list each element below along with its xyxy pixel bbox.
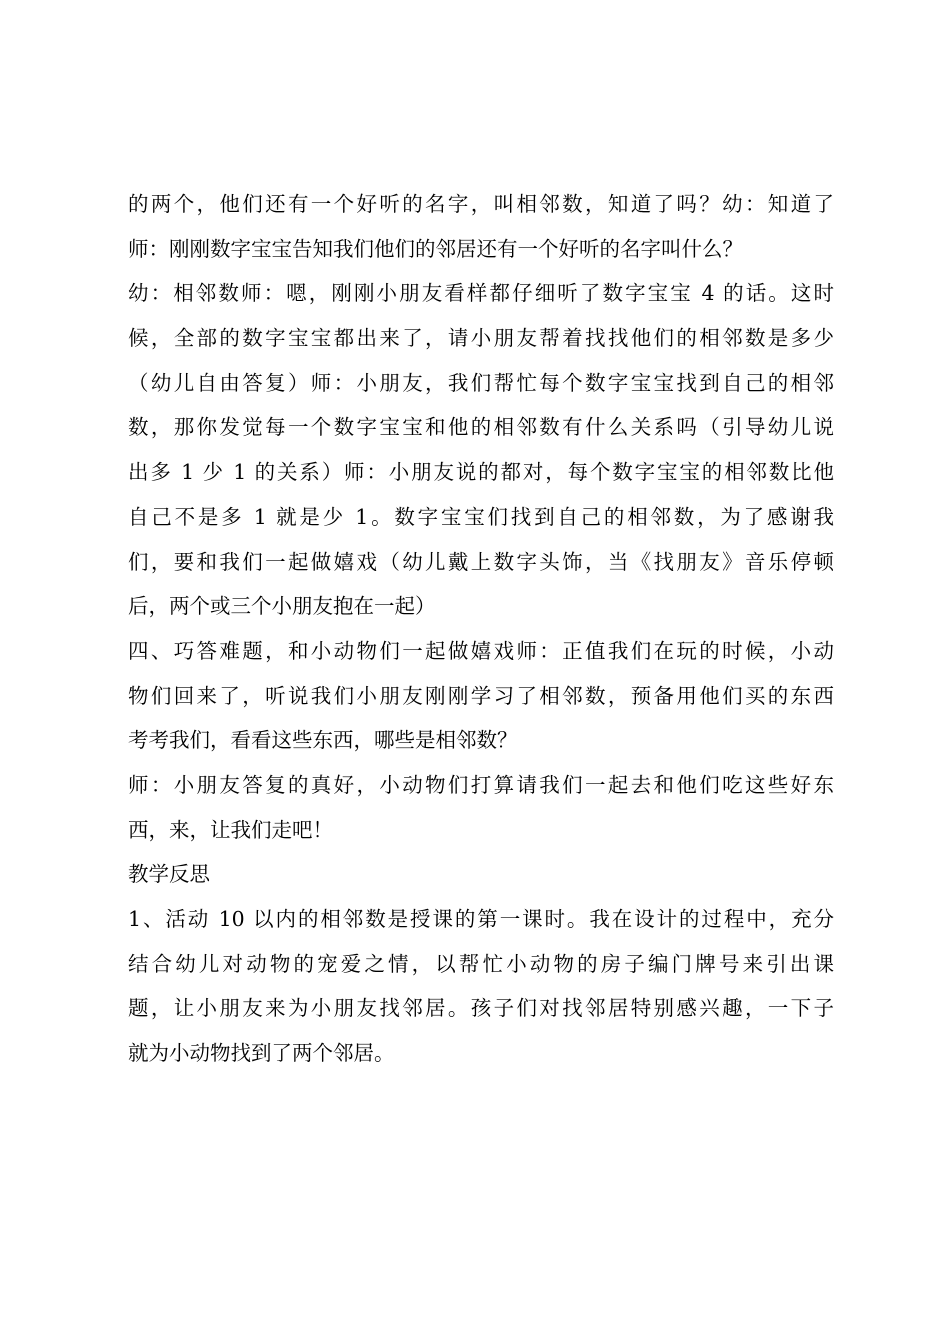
- text-line: 候，全部的数字宝宝都出来了，请小朋友帮着找找他们的相邻数是多少: [128, 326, 834, 351]
- text-line: 自己不是多 1 就是少 1。数字宝宝们找到自己的相邻数，为了感谢我: [128, 504, 834, 529]
- text-line: 师：刚刚数字宝宝告知我们他们的邻居还有一个好听的名字叫什么？: [128, 236, 743, 261]
- text-line: 四、巧答难题，和小动物们一起做嬉戏师：正值我们在玩的时候，小动: [128, 638, 834, 663]
- text-line: 出多 1 少 1 的关系）师：小朋友说的都对，每个数字宝宝的相邻数比他: [128, 460, 834, 485]
- text-line: 物们回来了，听说我们小朋友刚刚学习了相邻数，预备用他们买的东西: [128, 683, 834, 708]
- section-heading: 教学反思: [128, 862, 210, 887]
- text-line: 题，让小朋友来为小朋友找邻居。孩子们对找邻居特别感兴趣，一下子: [128, 996, 834, 1021]
- text-line: 西，来，让我们走吧！: [128, 817, 333, 842]
- text-line: 的两个，他们还有一个好听的名字，叫相邻数，知道了吗？幼：知道了: [128, 192, 834, 216]
- text-line: 幼：相邻数师：嗯，刚刚小朋友看样都仔细听了数字宝宝 4 的话。这时: [128, 281, 834, 306]
- text-line: 结合幼儿对动物的宠爱之情，以帮忙小动物的房子编门牌号来引出课: [128, 951, 834, 976]
- text-line: 1、活动 10 以内的相邻数是授课的第一课时。我在设计的过程中，充分: [128, 907, 834, 931]
- document-body: [128, 182, 834, 1076]
- text-line: 数，那你发觉每一个数字宝宝和他的相邻数有什么关系吗（引导幼儿说: [128, 415, 834, 440]
- text-line: 考考我们，看看这些东西，哪些是相邻数？: [128, 728, 518, 753]
- text-line: 师：小朋友答复的真好，小动物们打算请我们一起去和他们吃这些好东: [128, 772, 834, 797]
- text-line: 们，要和我们一起做嬉戏（幼儿戴上数字头饰，当《找朋友》音乐停顿: [128, 549, 834, 574]
- text-line: 就为小动物找到了两个邻居。: [128, 1041, 395, 1066]
- text-line: 后，两个或三个小朋友抱在一起）: [128, 594, 436, 619]
- text-line: （幼儿自由答复）师：小朋友，我们帮忙每个数字宝宝找到自己的相邻: [128, 370, 834, 395]
